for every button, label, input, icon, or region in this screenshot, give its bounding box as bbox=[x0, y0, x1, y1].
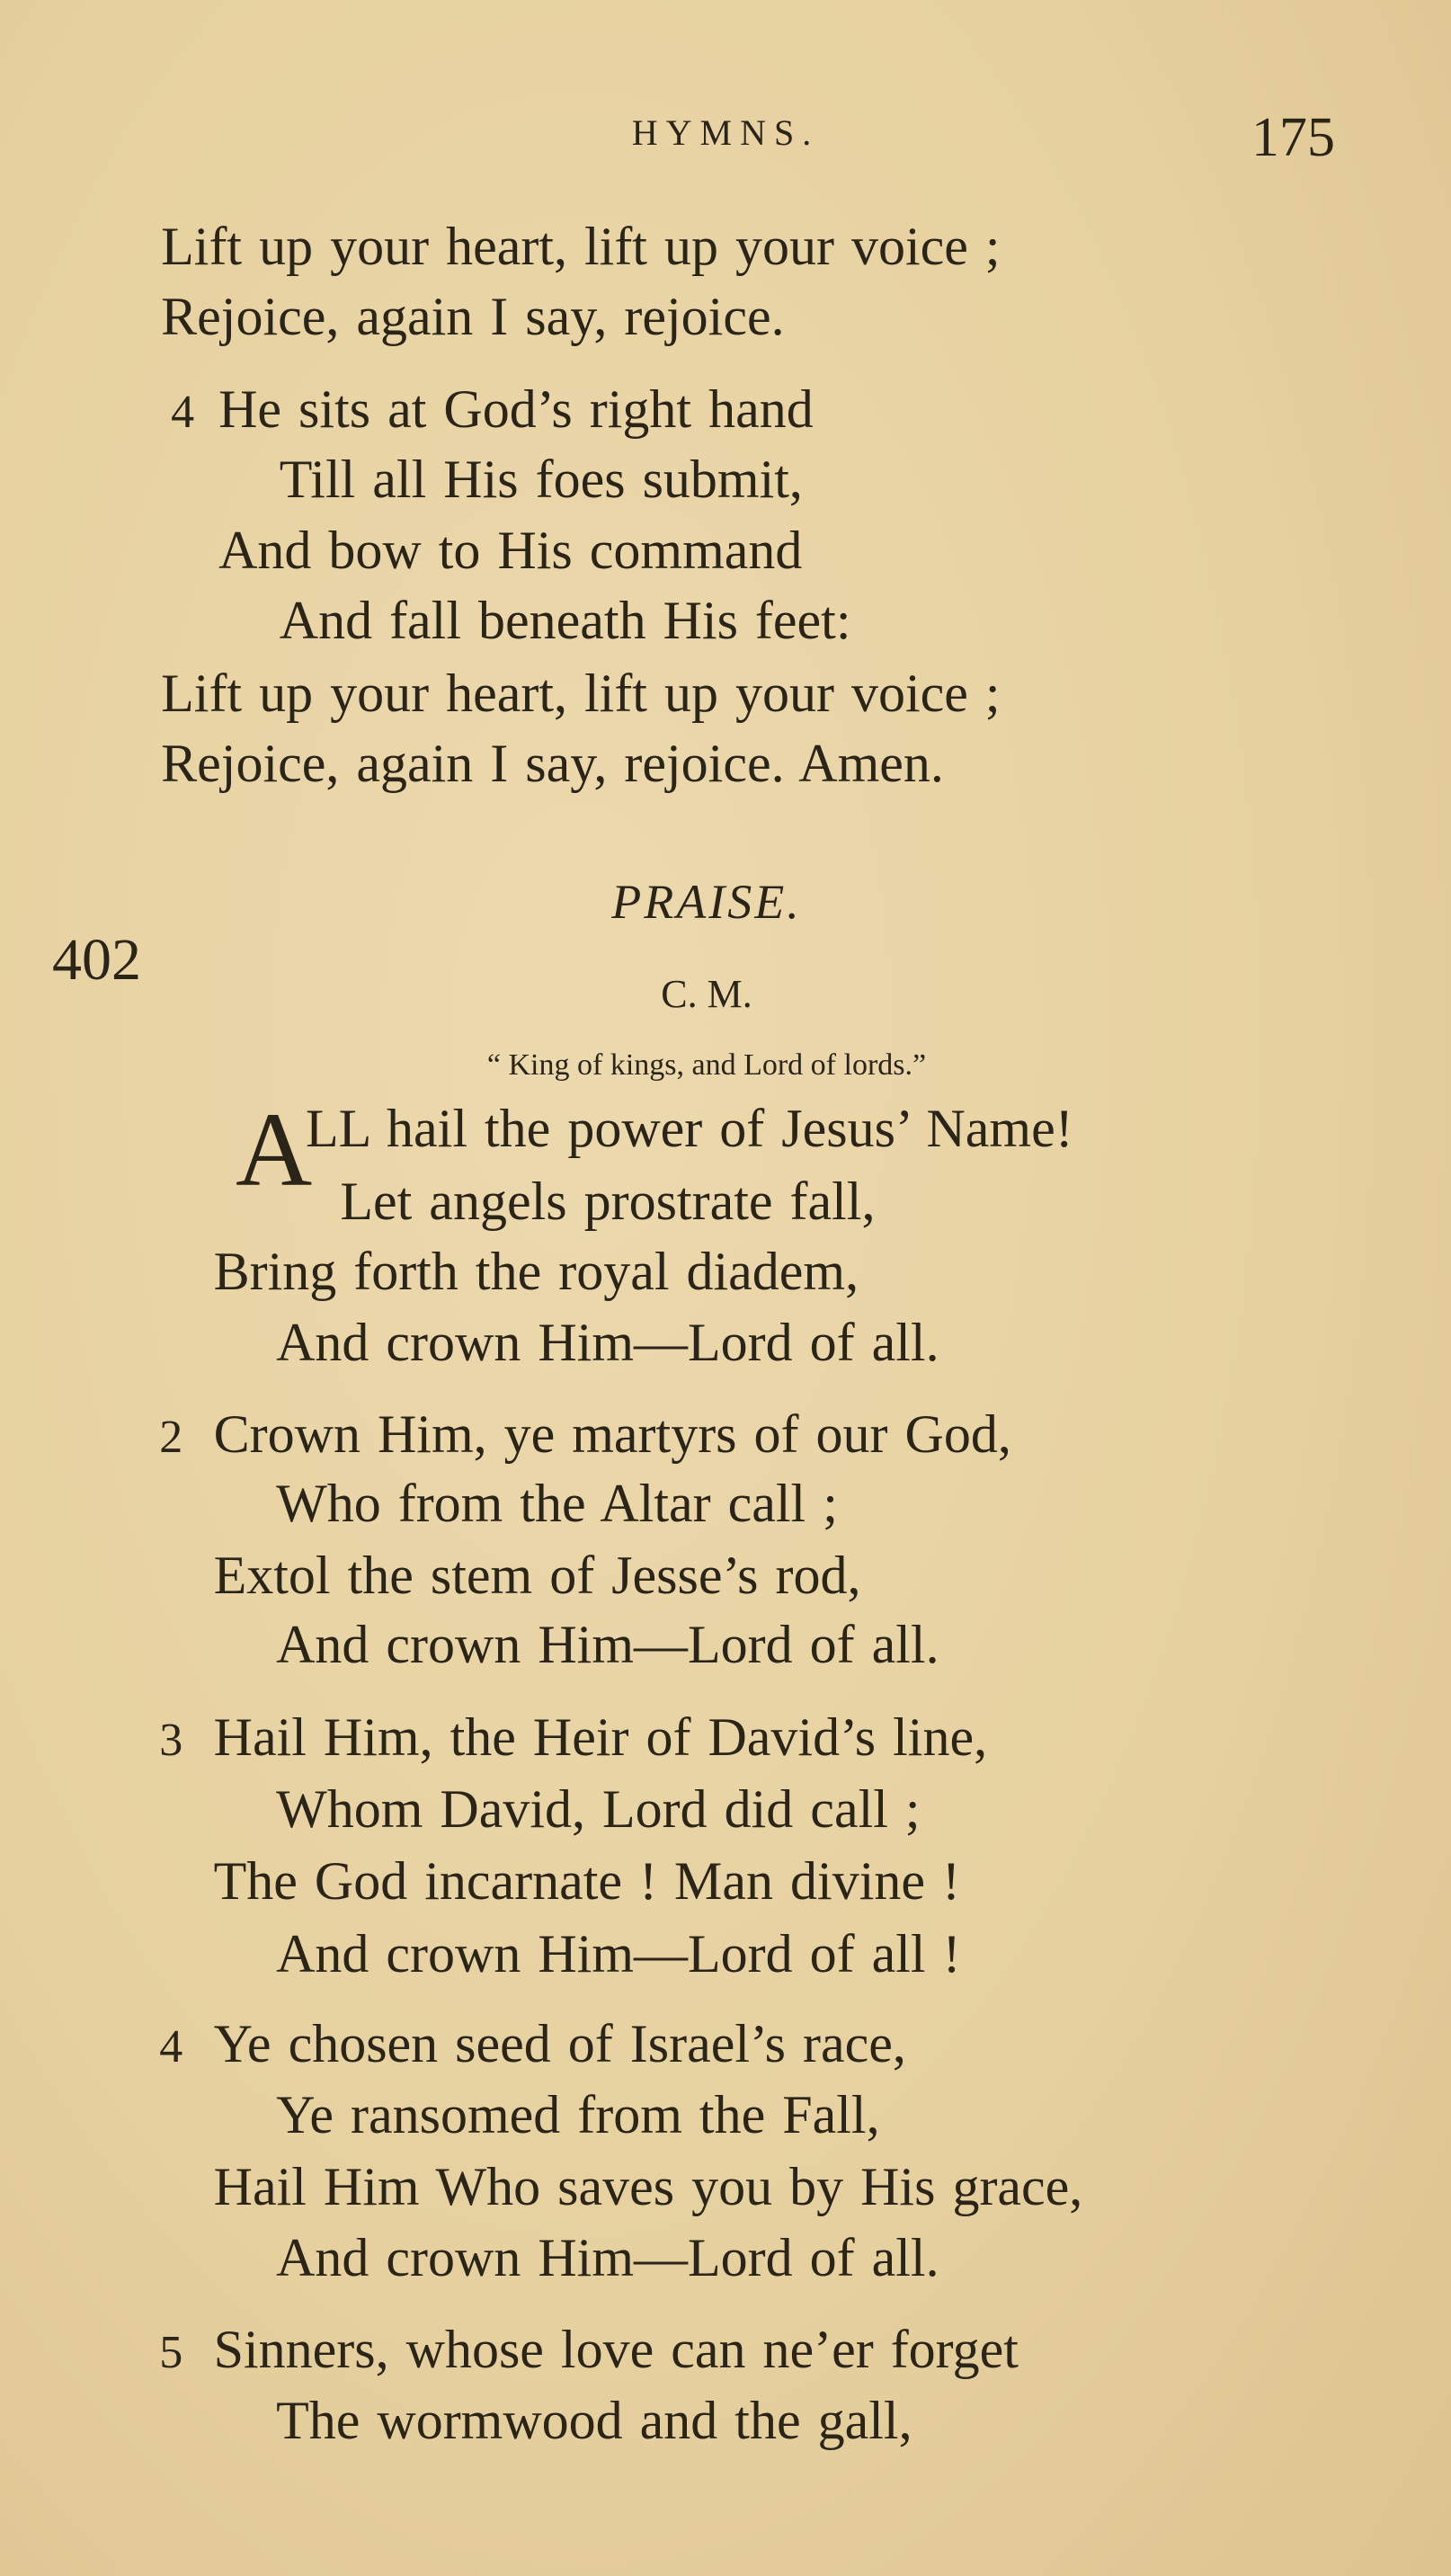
verse-line: And crown Him—Lord of all. bbox=[276, 1312, 939, 1372]
stanza-number: 4 bbox=[159, 2021, 183, 2073]
verse-line: And crown Him—Lord of all. bbox=[276, 2227, 939, 2287]
verse-line: Rejoice, again I say, rejoice. Amen. bbox=[161, 734, 944, 794]
verse-line: Lift up your heart, lift up your voice ; bbox=[161, 663, 1001, 723]
verse-line: Hail Him Who saves you by His grace, bbox=[213, 2157, 1083, 2217]
verse-line: Sinners, whose love can ne’er forget bbox=[213, 2320, 1019, 2380]
stanza-number: 3 bbox=[159, 1714, 183, 1766]
verse-line: Bring forth the royal diadem, bbox=[213, 1242, 859, 1302]
verse-line: And crown Him—Lord of all ! bbox=[276, 1923, 961, 1983]
running-head: HYMNS. bbox=[631, 112, 820, 153]
stanza-number: 2 bbox=[159, 1412, 183, 1464]
verse-line: Who from the Altar call ; bbox=[276, 1473, 838, 1533]
verse-line: And crown Him—Lord of all. bbox=[276, 1615, 939, 1675]
stanza-number: 5 bbox=[159, 2327, 183, 2379]
verse-line: Whom David, Lord did call ; bbox=[276, 1778, 921, 1839]
drop-cap: A bbox=[236, 1091, 313, 1208]
section-title: PRAISE. bbox=[611, 875, 802, 929]
verse-line: Till all His foes submit, bbox=[279, 450, 803, 510]
verse-line: Ye chosen seed of Israel’s race, bbox=[213, 2014, 906, 2074]
verse-line: LL hail the power of Jesus’ Name! bbox=[305, 1099, 1073, 1159]
verse-line: Lift up your heart, lift up your voice ; bbox=[161, 216, 1001, 276]
verse-line: The God incarnate ! Man divine ! bbox=[213, 1851, 960, 1912]
verse-line: And fall beneath His feet: bbox=[279, 591, 851, 651]
verse-line: Extol the stem of Jesse’s rod, bbox=[213, 1546, 861, 1606]
verse-line: Crown Him, ye martyrs of our God, bbox=[213, 1404, 1011, 1465]
page-number: 175 bbox=[1251, 107, 1335, 168]
verse-line: And bow to His command bbox=[218, 520, 803, 580]
hymn-epigraph: “ King of kings, and Lord of lords.” bbox=[486, 1048, 927, 1082]
stanza-number: 4 bbox=[171, 386, 195, 438]
verse-line: The wormwood and the gall, bbox=[276, 2390, 912, 2450]
verse-line: Rejoice, again I say, rejoice. bbox=[161, 287, 785, 347]
hymn-number: 402 bbox=[52, 927, 141, 993]
verse-line: Ye ransomed from the Fall, bbox=[276, 2084, 880, 2144]
verse-line: Let angels prostrate fall, bbox=[340, 1171, 876, 1231]
hymn-meter: C. M. bbox=[661, 972, 752, 1016]
verse-line: He sits at God’s right hand bbox=[218, 379, 814, 439]
verse-line: Hail Him, the Heir of David’s line, bbox=[213, 1707, 988, 1767]
